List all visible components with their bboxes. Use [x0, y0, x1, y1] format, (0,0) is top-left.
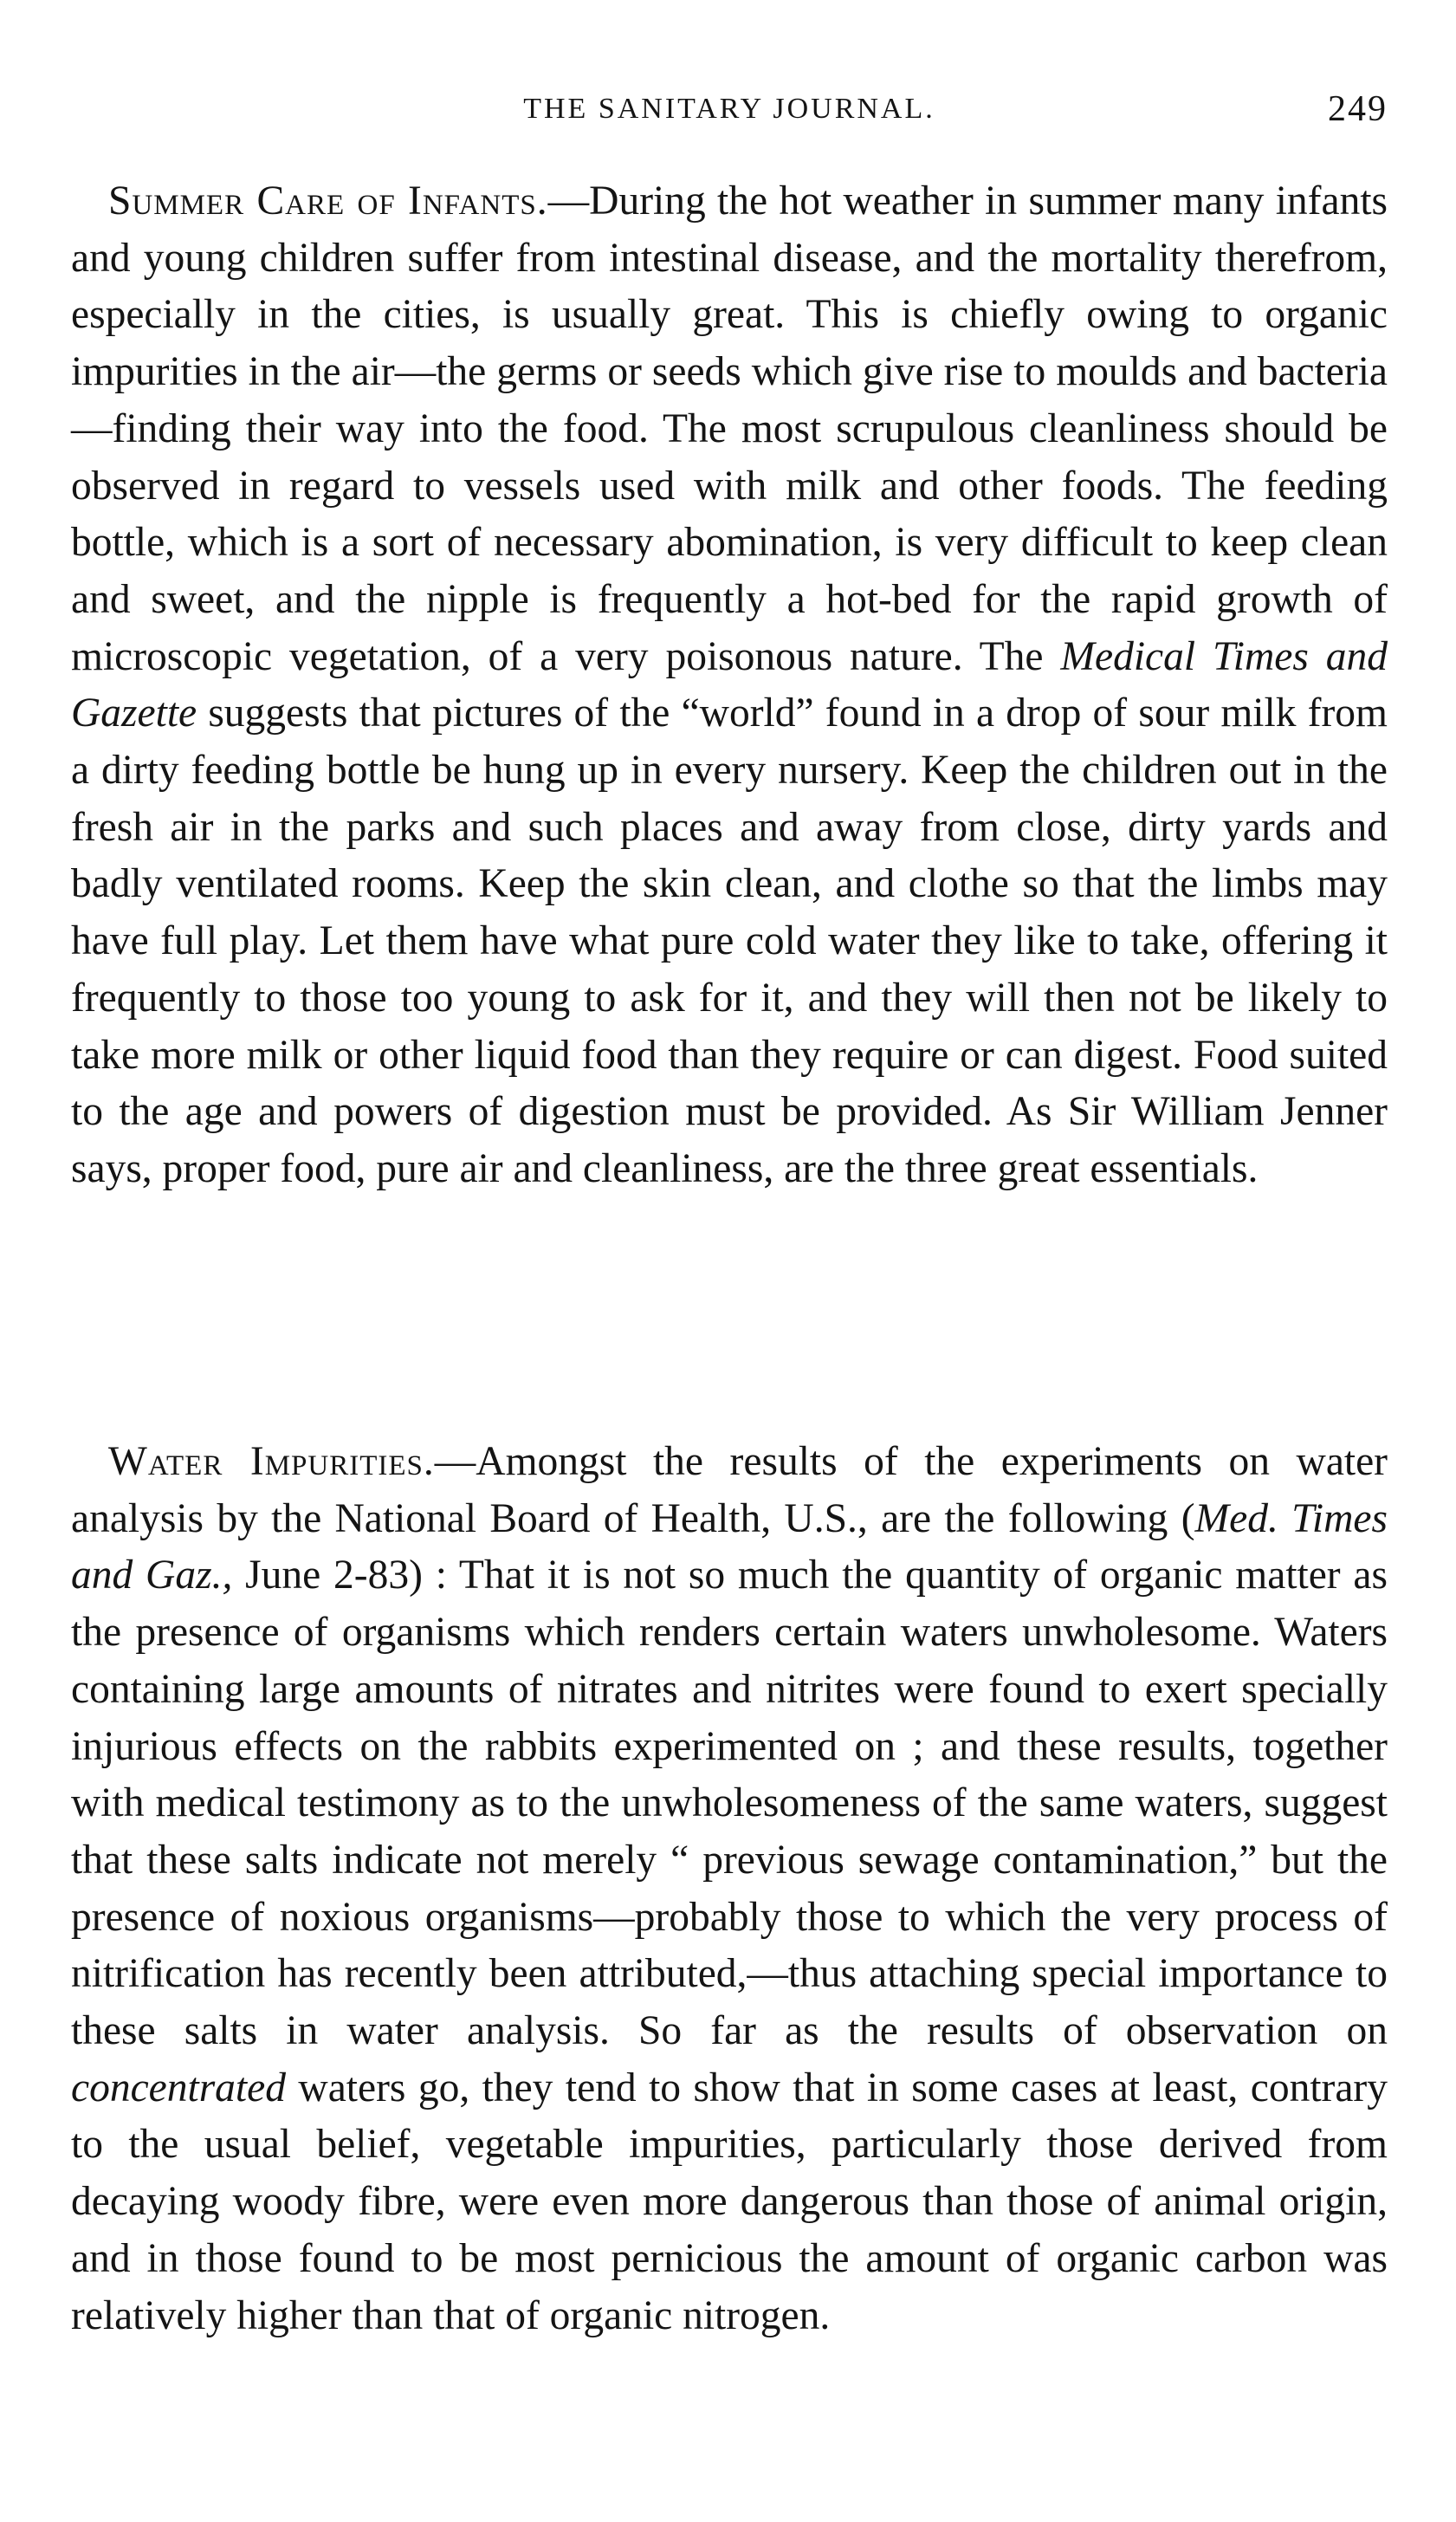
page-number: 249: [1328, 89, 1388, 129]
paragraph-text: June 2-83) : That it is not so much the quantity of organic matter as the presence of organisms which renders certain waters unwholesome. Waters containing large amounts of nitrates and nitrites were found to exert specially injurious effects on the rabbits experimented on ; and these results, together with medical testimony as to the unwholesomeness of the same waters, suggest that these salts indicate not merely “ previous sewage contamination,” but the presence of noxious organisms—probably those to which the very process of nitrification has recently been attributed,—thus attaching special importance to these salts in water analysis. So far as the results of observation on: [71, 1553, 1388, 2054]
emphasis-word: concentrated: [71, 2065, 286, 2110]
article-summer-care-of-infants: [71, 173, 1388, 1198]
running-title: THE SANITARY JOURNAL.: [523, 93, 935, 125]
paragraph-text: waters go, they tend to show that in some cases at least, contrary to the usual belief, vegetable impurities, particularly those derived from decaying woody fibre, were even more dangerous than those of animal origin, and in those found to be most pernicious the amount of organic carbon was relatively higher than that of organic nitrogen.: [71, 2065, 1388, 2338]
citation: Med. Times and Gaz.,: [71, 1495, 1388, 1598]
article-paragraph: [71, 173, 1388, 1198]
running-head: [71, 83, 1388, 135]
paragraph-text: —During the hot weather in summer many infants and young children suffer from intestinal disease, and the mortality therefrom, especially in the cities, is usually great. This is chiefly owing to organic impurities in the air—the germs or seeds which give rise to moulds and bacteria—finding their way into the food. The most scrupulous cleanliness should be observed in regard to vessels used with milk and other foods. The feeding bottle, which is a sort of necessary abomination, is very difficult to keep clean and sweet, and the nipple is frequently a hot-bed for the rapid growth of microscopic vegetation, of a very poisonous nature. The: [71, 178, 1388, 679]
article-paragraph: [71, 1434, 1388, 2344]
article-heading: Summer Care of Infants.: [108, 178, 548, 224]
paragraph-text: —Amongst the results of the experiments on water analysis by the National Board of Health, U.S., are the following (: [71, 1439, 1388, 1541]
article-heading: Water Impurities.: [108, 1439, 435, 1484]
paragraph-text: suggests that pictures of the “world” found in a drop of sour milk from a dirty feeding bottle be hung up in every nursery. Keep the children out in the fresh air in the parks and such places and away from close, dirty yards and badly ventilated rooms. Keep the skin clean, and clothe so that the limbs may have full play. Let them have what pure cold water they like to take, offering it frequently to those too young to ask for it, and they will then not be likely to take more milk or other liquid food than they require or can digest. Food suited to the age and powers of digestion must be provided. As Sir William Jenner says, proper food, pure air and cleanliness, are the three great essentials.: [71, 690, 1388, 1191]
article-water-impurities: [71, 1434, 1388, 2344]
journal-title: Medical Times and Gazette: [71, 633, 1388, 736]
